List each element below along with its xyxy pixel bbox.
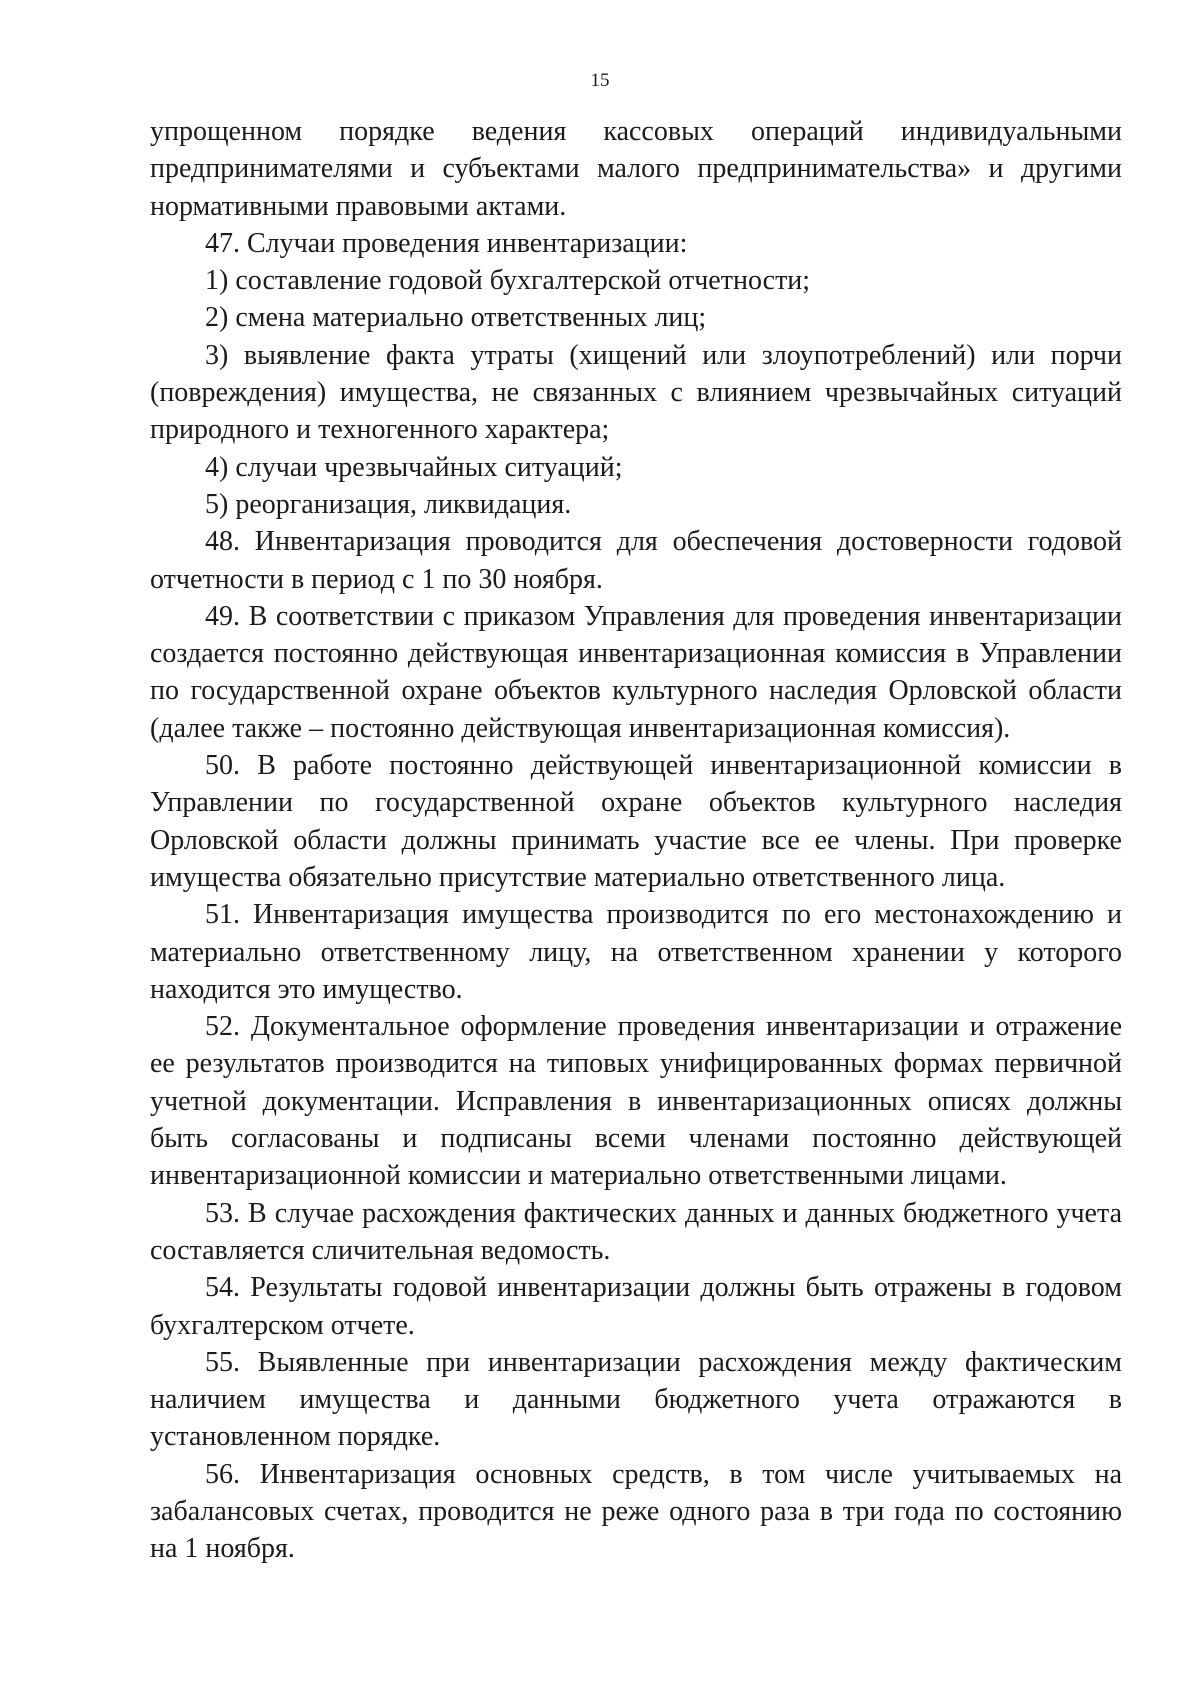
page-number: 15: [590, 70, 610, 91]
paragraph-53: 53. В случае расхождения фактических данных и данных бюджетного учета составляется сличительная ведомость.: [150, 1197, 1122, 1266]
paragraph-49: 49. В соответствии с приказом Управления для проведения инвентаризации создается постоянно действующая инвентаризационная комиссия в Управлении по государственной охране объектов культурного наследия Орловской области (далее также – постоянно действующая инвентаризационная комиссия).: [150, 600, 1122, 744]
paragraph-48: 48. Инвентаризация проводится для обеспечения достоверности годовой отчетности в период с 1 по 30 ноября.: [150, 526, 1122, 595]
paragraph-56: 56. Инвентаризация основных средств, в том числе учитываемых на забалансовых счетах, проводится не реже одного раза в три года по состоянию на 1 ноября.: [150, 1458, 1122, 1565]
paragraph-55: 55. Выявленные при инвентаризации расхождения между фактическим наличием имущества и данными бюджетного учета отражаются в установленном порядке.: [150, 1346, 1122, 1453]
list-item-5: 5) реорганизация, ликвидация.: [205, 488, 572, 520]
paragraph-54: 54. Результаты годовой инвентаризации должны быть отражены в годовом бухгалтерском отчете.: [150, 1272, 1122, 1341]
paragraph-50: 50. В работе постоянно действующей инвентаризационной комиссии в Управлении по государственной охране объектов культурного наследия Орловской области должны принимать участие все ее члены. При проверке имущества обязательно присутствие материально ответственного лица.: [150, 750, 1122, 893]
list-item-4: 4) случаи чрезвычайных ситуаций;: [205, 451, 623, 483]
document-body: [150, 113, 1122, 1568]
list-item-3: 3) выявление факта утраты (хищений или злоупотреблений) или порчи (повреждения) имущества, не связанных с влиянием чрезвычайных ситуаций природного и техногенного характера;: [150, 339, 1122, 446]
list-item-1: 1) составление годовой бухгалтерской отчетности;: [205, 265, 811, 297]
list-item-2: 2) смена материально ответственных лиц;: [205, 302, 707, 334]
paragraph-47: 47. Случаи проведения инвентаризации:: [205, 227, 688, 259]
paragraph-52: 52. Документальное оформление проведения инвентаризации и отражение ее результатов производится на типовых унифицированных формах первичной учетной документации. Исправления в инвентаризационных описях должны быть согласованы и подписаны всеми членами постоянно действующей инвентаризационной комиссии и материально ответственными лицами.: [150, 1011, 1122, 1192]
paragraph-continuation: упрощенном порядке ведения кассовых операций индивидуальными предпринимателями и субъектами малого предпринимательства» и другими нормативными правовыми актами.: [150, 116, 1122, 222]
paragraph-51: 51. Инвентаризация имущества производится по его местонахождению и материально ответственному лицу, на ответственном хранении у которого находится это имущество.: [150, 899, 1122, 1005]
